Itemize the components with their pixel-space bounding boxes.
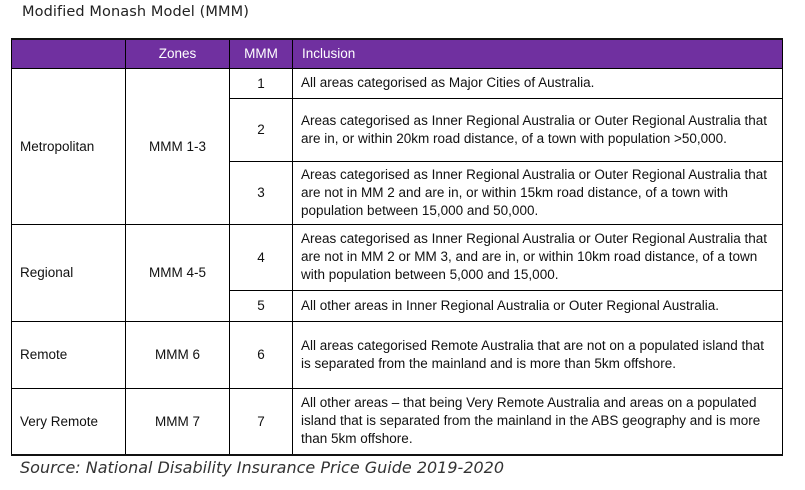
inclusion-cell: Areas categorised as Inner Regional Australia or Outer Regional Australia that are not in MM 2 or MM 3, and are in, or within 10km road distance, of a town with population between 5,000 and 15,000. <box>293 224 783 290</box>
source-caption: Source: National Disability Insurance Price Guide 2019-2020 <box>20 458 505 477</box>
mmm-cell: 6 <box>230 321 293 388</box>
category-cell: Regional <box>12 224 126 321</box>
inclusion-cell: All other areas – that being Very Remote Australia and areas on a populated island that is separated from the mainland in the ABS geography and is more than 5km offshore. <box>293 388 783 455</box>
header-inclusion: Inclusion <box>293 39 783 68</box>
table-row <box>12 321 783 388</box>
inclusion-cell: All areas categorised Remote Australia that are not on a populated island that is separated from the mainland and is more than 5km offshore. <box>293 321 783 388</box>
zones-cell: MMM 7 <box>126 388 230 455</box>
inclusion-cell: Areas categorised as Inner Regional Australia or Outer Regional Australia that are not in MM 2 and are in, or within 15km road distance, of a town with population between 15,000 and 50,000. <box>293 161 783 224</box>
category-cell: Metropolitan <box>12 68 126 224</box>
header-mmm: MMM <box>230 39 293 68</box>
inclusion-cell: All other areas in Inner Regional Australia or Outer Regional Australia. <box>293 290 783 321</box>
table-row <box>12 224 783 290</box>
mmm-cell: 2 <box>230 98 293 161</box>
mmm-cell: 3 <box>230 161 293 224</box>
inclusion-cell: All areas categorised as Major Cities of Australia. <box>293 68 783 98</box>
category-cell: Very Remote <box>12 388 126 455</box>
mmm-cell: 7 <box>230 388 293 455</box>
header-category <box>12 39 126 68</box>
header-zones: Zones <box>126 39 230 68</box>
table-row <box>12 68 783 98</box>
zones-cell: MMM 1-3 <box>126 68 230 224</box>
zones-cell: MMM 4-5 <box>126 224 230 321</box>
table-header-row <box>12 39 783 68</box>
inclusion-cell: Areas categorised as Inner Regional Australia or Outer Regional Australia that are in, or within 20km road distance, of a town with population >50,000. <box>293 98 783 161</box>
mmm-cell: 5 <box>230 290 293 321</box>
zones-cell: MMM 6 <box>126 321 230 388</box>
document-title: Modified Monash Model (MMM) <box>22 4 249 20</box>
category-cell: Remote <box>12 321 126 388</box>
mmm-cell: 4 <box>230 224 293 290</box>
mmm-cell: 1 <box>230 68 293 98</box>
table-row <box>12 388 783 455</box>
mmm-table <box>11 38 783 456</box>
